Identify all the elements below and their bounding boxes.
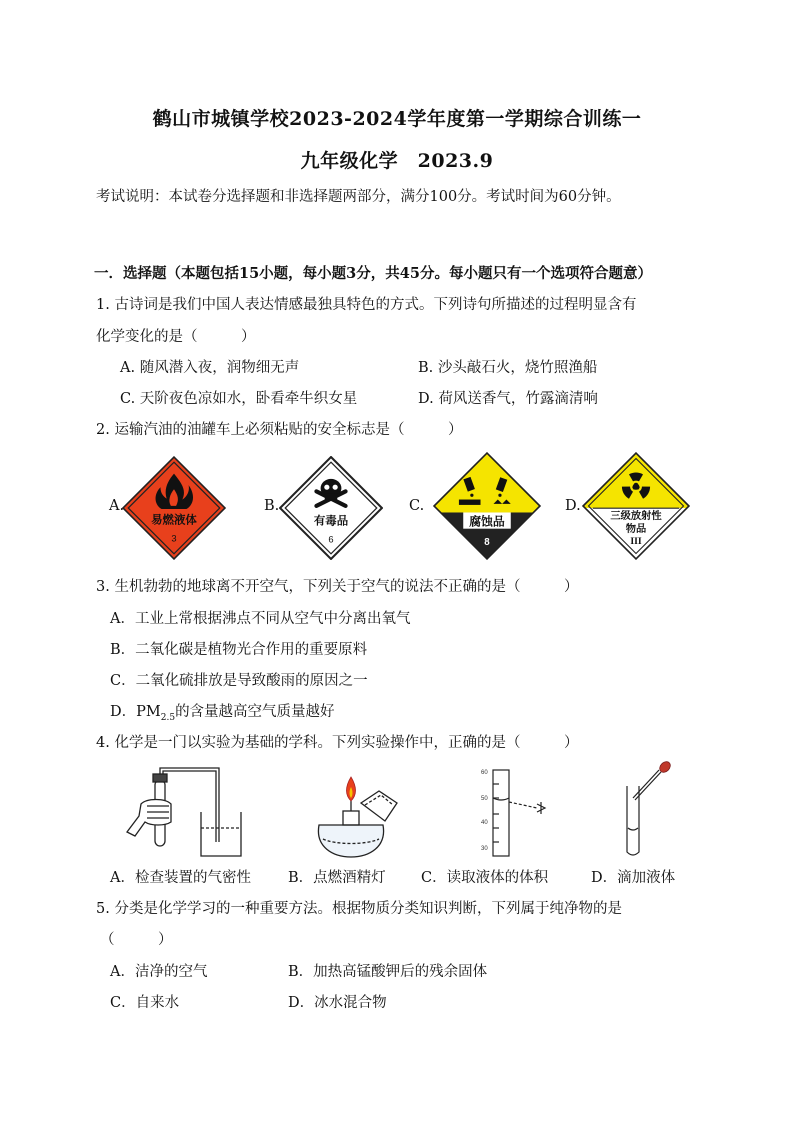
figure-airtightness-check[interactable] (125, 762, 250, 862)
q5-option-a[interactable]: A．洁净的空气 (110, 964, 208, 980)
sign-c-label: 腐蚀品 (469, 514, 505, 529)
figure-dropper[interactable] (615, 758, 685, 863)
q5-option-b[interactable]: B．加热高锰酸钾后的残余固体 (288, 964, 488, 980)
figure-alcohol-lamp[interactable] (305, 765, 405, 865)
q2-letter-b[interactable]: B. (264, 498, 280, 514)
q1-option-d[interactable]: D. 荷风送香气，竹露滴清响 (418, 391, 598, 407)
exam-subtitle: 九年级化学 2023.9 (300, 150, 494, 172)
exam-title: 鹤山市城镇学校2023-2024学年度第一学期综合训练一 (152, 108, 642, 130)
q3-option-d[interactable] (110, 700, 335, 723)
q4-caption-d[interactable]: D．滴加液体 (591, 870, 676, 886)
q3-option-d-sub: 2.5 (160, 712, 176, 723)
q1-option-a[interactable]: A. 随风潜入夜，润物细无声 (120, 360, 300, 376)
q1-option-b[interactable]: B. 沙头敲石火，烧竹照渔船 (418, 360, 598, 376)
sign-flammable-liquid[interactable] (122, 456, 226, 560)
sign-a-number: 3 (171, 533, 177, 544)
sign-toxic[interactable] (279, 456, 383, 560)
cylinder-tick-40: 40 (481, 820, 488, 826)
q2-letter-c[interactable]: C. (409, 498, 425, 514)
sign-b-label: 有毒品 (313, 515, 349, 528)
q3-option-d-post: 的含量越高空气质量越好 (175, 704, 335, 720)
exam-instructions: 考试说明：本试卷分选择题和非选择题两部分，满分100分。考试时间为60分钟。 (96, 189, 621, 205)
sign-d-label-line2: 物品 (625, 523, 647, 535)
q5-stem-line1: 5. 分类是化学学习的一种重要方法。根据物质分类知识判断，下列属于纯净物的是 (96, 901, 622, 917)
sign-radioactive[interactable] (582, 452, 690, 560)
q4-caption-c[interactable]: C．读取液体的体积 (421, 870, 549, 886)
section-heading: 一．选择题（本题包括15小题，每小题3分，共45分。每小题只有一个选项符合题意） (94, 265, 652, 282)
cylinder-tick-50: 50 (481, 796, 488, 802)
figure-graduated-cylinder[interactable] (475, 762, 575, 862)
q2-letter-d[interactable]: D. (565, 498, 581, 514)
q5-option-d[interactable]: D．冰水混合物 (288, 995, 387, 1011)
q3-option-c[interactable]: C．二氧化硫排放是导致酸雨的原因之一 (110, 673, 368, 689)
q5-stem-line2: （ ） (100, 932, 173, 948)
sign-c-number: 8 (484, 536, 490, 548)
q3-option-d-pre: D．PM (110, 704, 161, 720)
q1-stem-line1: 1. 古诗词是我们中国人表达情感最独具特色的方式。下列诗句所描述的过程明显含有 (96, 297, 637, 313)
sign-d-label-line1: 三级放射性 (610, 510, 662, 522)
q4-caption-a[interactable]: A．检查装置的气密性 (110, 870, 251, 886)
q2-letter-a[interactable]: A. (109, 498, 125, 514)
q3-option-a[interactable]: A．工业上常根据沸点不同从空气中分离出氧气 (110, 611, 411, 627)
q4-caption-b[interactable]: B．点燃酒精灯 (288, 870, 386, 886)
q1-stem-line2: 化学变化的是（ ） (96, 329, 256, 345)
sign-b-number: 6 (328, 534, 334, 545)
q5-option-c[interactable]: C．自来水 (110, 995, 180, 1011)
cylinder-tick-60: 60 (481, 770, 488, 776)
q2-stem: 2. 运输汽油的油罐车上必须粘贴的安全标志是（ ） (96, 422, 463, 438)
q4-stem: 4. 化学是一门以实验为基础的学科。下列实验操作中，正确的是（ ） (96, 735, 579, 751)
sign-d-number: III (630, 535, 642, 547)
sign-a-label: 易燃液体 (151, 514, 197, 527)
q1-option-c[interactable]: C. 天阶夜色凉如水，卧看牵牛织女星 (120, 391, 358, 407)
q3-stem: 3. 生机勃勃的地球离不开空气，下列关于空气的说法不正确的是（ ） (96, 579, 579, 595)
sign-corrosive[interactable] (433, 452, 541, 560)
q3-option-b[interactable]: B．二氧化碳是植物光合作用的重要原料 (110, 642, 368, 658)
cylinder-tick-30: 30 (481, 846, 488, 852)
